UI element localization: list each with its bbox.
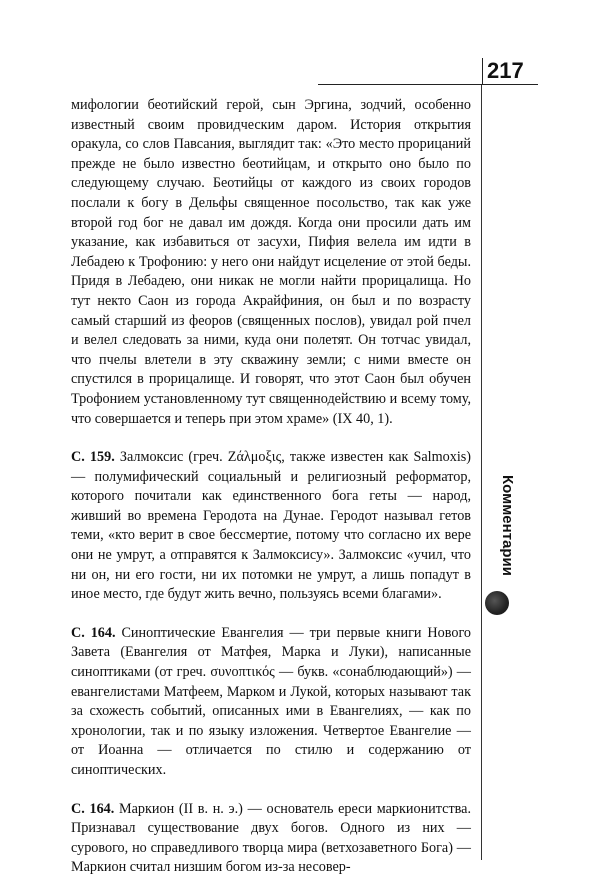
- commentary-entry: [71, 624, 471, 781]
- section-label: Комментарии: [498, 474, 516, 576]
- entry-text: Синоптические Евангелия — три первые книги Нового Завета (Евангелия от Матфея, Марка и Луки), написанные синоптиками (от греч. συνοπτικός — букв. «сонаблюдающий») — евангелистами Матфеем, Марком и Лукой, которых называют так за схожесть событий, описанных ими в Евангелиях, — как по хронологии, так и по языку изложения. Четвертое Евангелие — от Иоанна — отличается по стилю и содержанию от синоптических.: [71, 624, 472, 778]
- header-divider-tick: [482, 58, 483, 85]
- paragraph-gap: [71, 429, 471, 448]
- entry-page-ref: С. 164.: [71, 624, 116, 641]
- section-tab: [496, 470, 518, 580]
- paragraph-text: мифологии беотийский герой, сын Эргина, зодчий, особенно известный своим провидческим даром. История открытия оракула, со слов Павсания, выглядит так: «Это место прорицаний прежде не было известно беотийцам, и открыто оно было по следующему случаю. Беотийцы от каждого из своих городов послали к богу в Дельфы священное посольство, так как уже второй год бог не давал им дождя. Когда они просили дать им указание, как избавиться от засухи, Пифия велела им идти в Лебадею к Трофонию: у него они найдут исцеление от этой беды. Придя в Лебадею, они никак не могли найти прорицалища. Но тут некто Саон из города Акрайфиния, он был и по возрасту самый старший из феоров (священных послов), увидал рой пчел и велел следовать за ними, куда они полетят. Он тотчас увидал, что пчелы влетели в эту скважину земли; с ними вместе он спустился в прорицалище. И говорят, что этот Саон был обучен Трофонием установленному тут священнодействию и всему тому, что совершается и теперь при этом храме» (IX 40, 1).: [71, 97, 471, 427]
- entry-page-ref: С. 159.: [71, 449, 115, 466]
- header-rule: [318, 84, 538, 85]
- entry-text: Залмоксис (греч. Ζάλμοξις, также известен как Salmoxis) — полумифический социальный и религиозный реформатор, которого почитали как единственного бога геты — народ, живший во времена Геродота на Дунае. Геродот называл гетов теми, «кто верит в свое бессмертие, потому что согласно их вере они не умрут, а отправятся к Залмоксису». Залмоксис «учил, что ни он, ни его гости, ни их потомки не умрут, а лишь попадут в иное место, где будут жить вечно, пользуясь всеми благами».: [71, 449, 472, 603]
- entry-page-ref: С. 164.: [71, 800, 115, 817]
- paragraph-continued: [71, 96, 471, 429]
- entry-text: Маркион (II в. н. э.) — основатель ереси маркионитства. Признавал существование двух богов. Одного из них — сурового, но справедливого творца мира (ветхозаветного Бога) — Маркион считал низшим богом из-за несовер-: [71, 800, 471, 876]
- paragraph-gap: [71, 781, 471, 800]
- margin-rule: [481, 85, 482, 860]
- paragraph-gap: [71, 605, 471, 624]
- commentary-entry: [71, 800, 471, 878]
- text-column: [71, 96, 471, 878]
- section-marker-dot-icon: [485, 591, 509, 615]
- commentary-entry: [71, 448, 471, 605]
- page-number: 217: [487, 58, 524, 83]
